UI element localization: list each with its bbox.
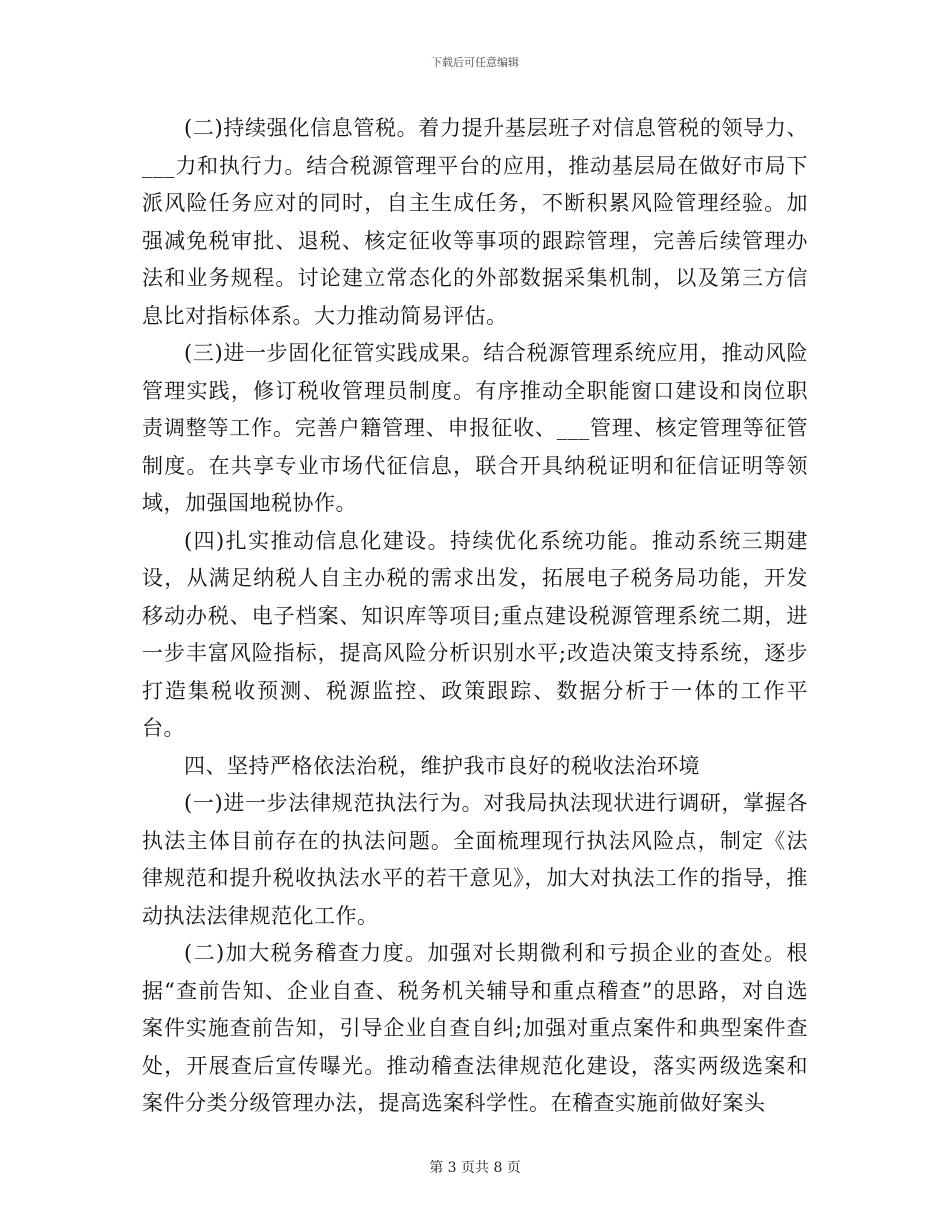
- paragraph-tax-inspection: (二)加大税务稽查力度。加强对长期微利和亏损企业的查处。根据“查前告知、企业自查、税务机关辅导和重点稽查”的思路，对自选案件实施查前告知，引导企业自查自纠;加强对重点案件和典型案件查处，开展查后宣传曝光。推动稽查法律规范化建设，落实两级选案和案件分类分级管理办法，提高选案科学性。在稽查实施前做好案头: [142, 941, 808, 1115]
- paragraph-collection-practice: (三)进一步固化征管实践成果。结合税源管理系统应用，推动风险管理实践，修订税收管理员制度。有序推动全职能窗口建设和岗位职责调整等工作。完善户籍管理、申报征收、___管理、核定管理等征管制度。在共享专业市场代征信息，联合开具纳税证明和征信证明等领域，加强国地税协作。: [142, 341, 808, 515]
- page-number: 第 3 页共 8 页: [429, 1160, 521, 1176]
- document-body: [142, 110, 808, 1123]
- paragraph-informatization: (四)扎实推动信息化建设。持续优化系统功能。推动系统三期建设，从满足纳税人自主办税的需求出发，拓展电子税务局功能，开发移动办税、电子档案、知识库等项目;重点建设税源管理系统二期，进一步丰富风险指标，提高风险分析识别水平;改造决策支持系统，逐步打造集税收预测、税源监控、政策跟踪、数据分析于一体的工作平台。: [142, 528, 808, 740]
- page-header-note: 下载后可任意编辑: [431, 56, 519, 69]
- paragraph-info-tax-management: (二)持续强化信息管税。着力提升基层班子对信息管税的领导力、___力和执行力。结合税源管理平台的应用，推动基层局在做好市局下派风险任务应对的同时，自主生成任务，不断积累风险管理经验。加强减免税审批、退税、核定征收等事项的跟踪管理，完善后续管理办法和业务规程。讨论建立常态化的外部数据采集机制，以及第三方信息比对指标体系。大力推动简易评估。: [142, 116, 808, 328]
- section-heading-rule-of-law: 四、坚持严格依法治税，维护我市良好的税收法治环境: [184, 753, 700, 778]
- paragraph-law-enforcement: (一)进一步法律规范执法行为。对我局执法现状进行调研，掌握各执法主体目前存在的执法问题。全面梳理现行执法风险点，制定《法律规范和提升税收执法水平的若干意见》，加大对执法工作的指导，推动执法法律规范化工作。: [142, 791, 808, 928]
